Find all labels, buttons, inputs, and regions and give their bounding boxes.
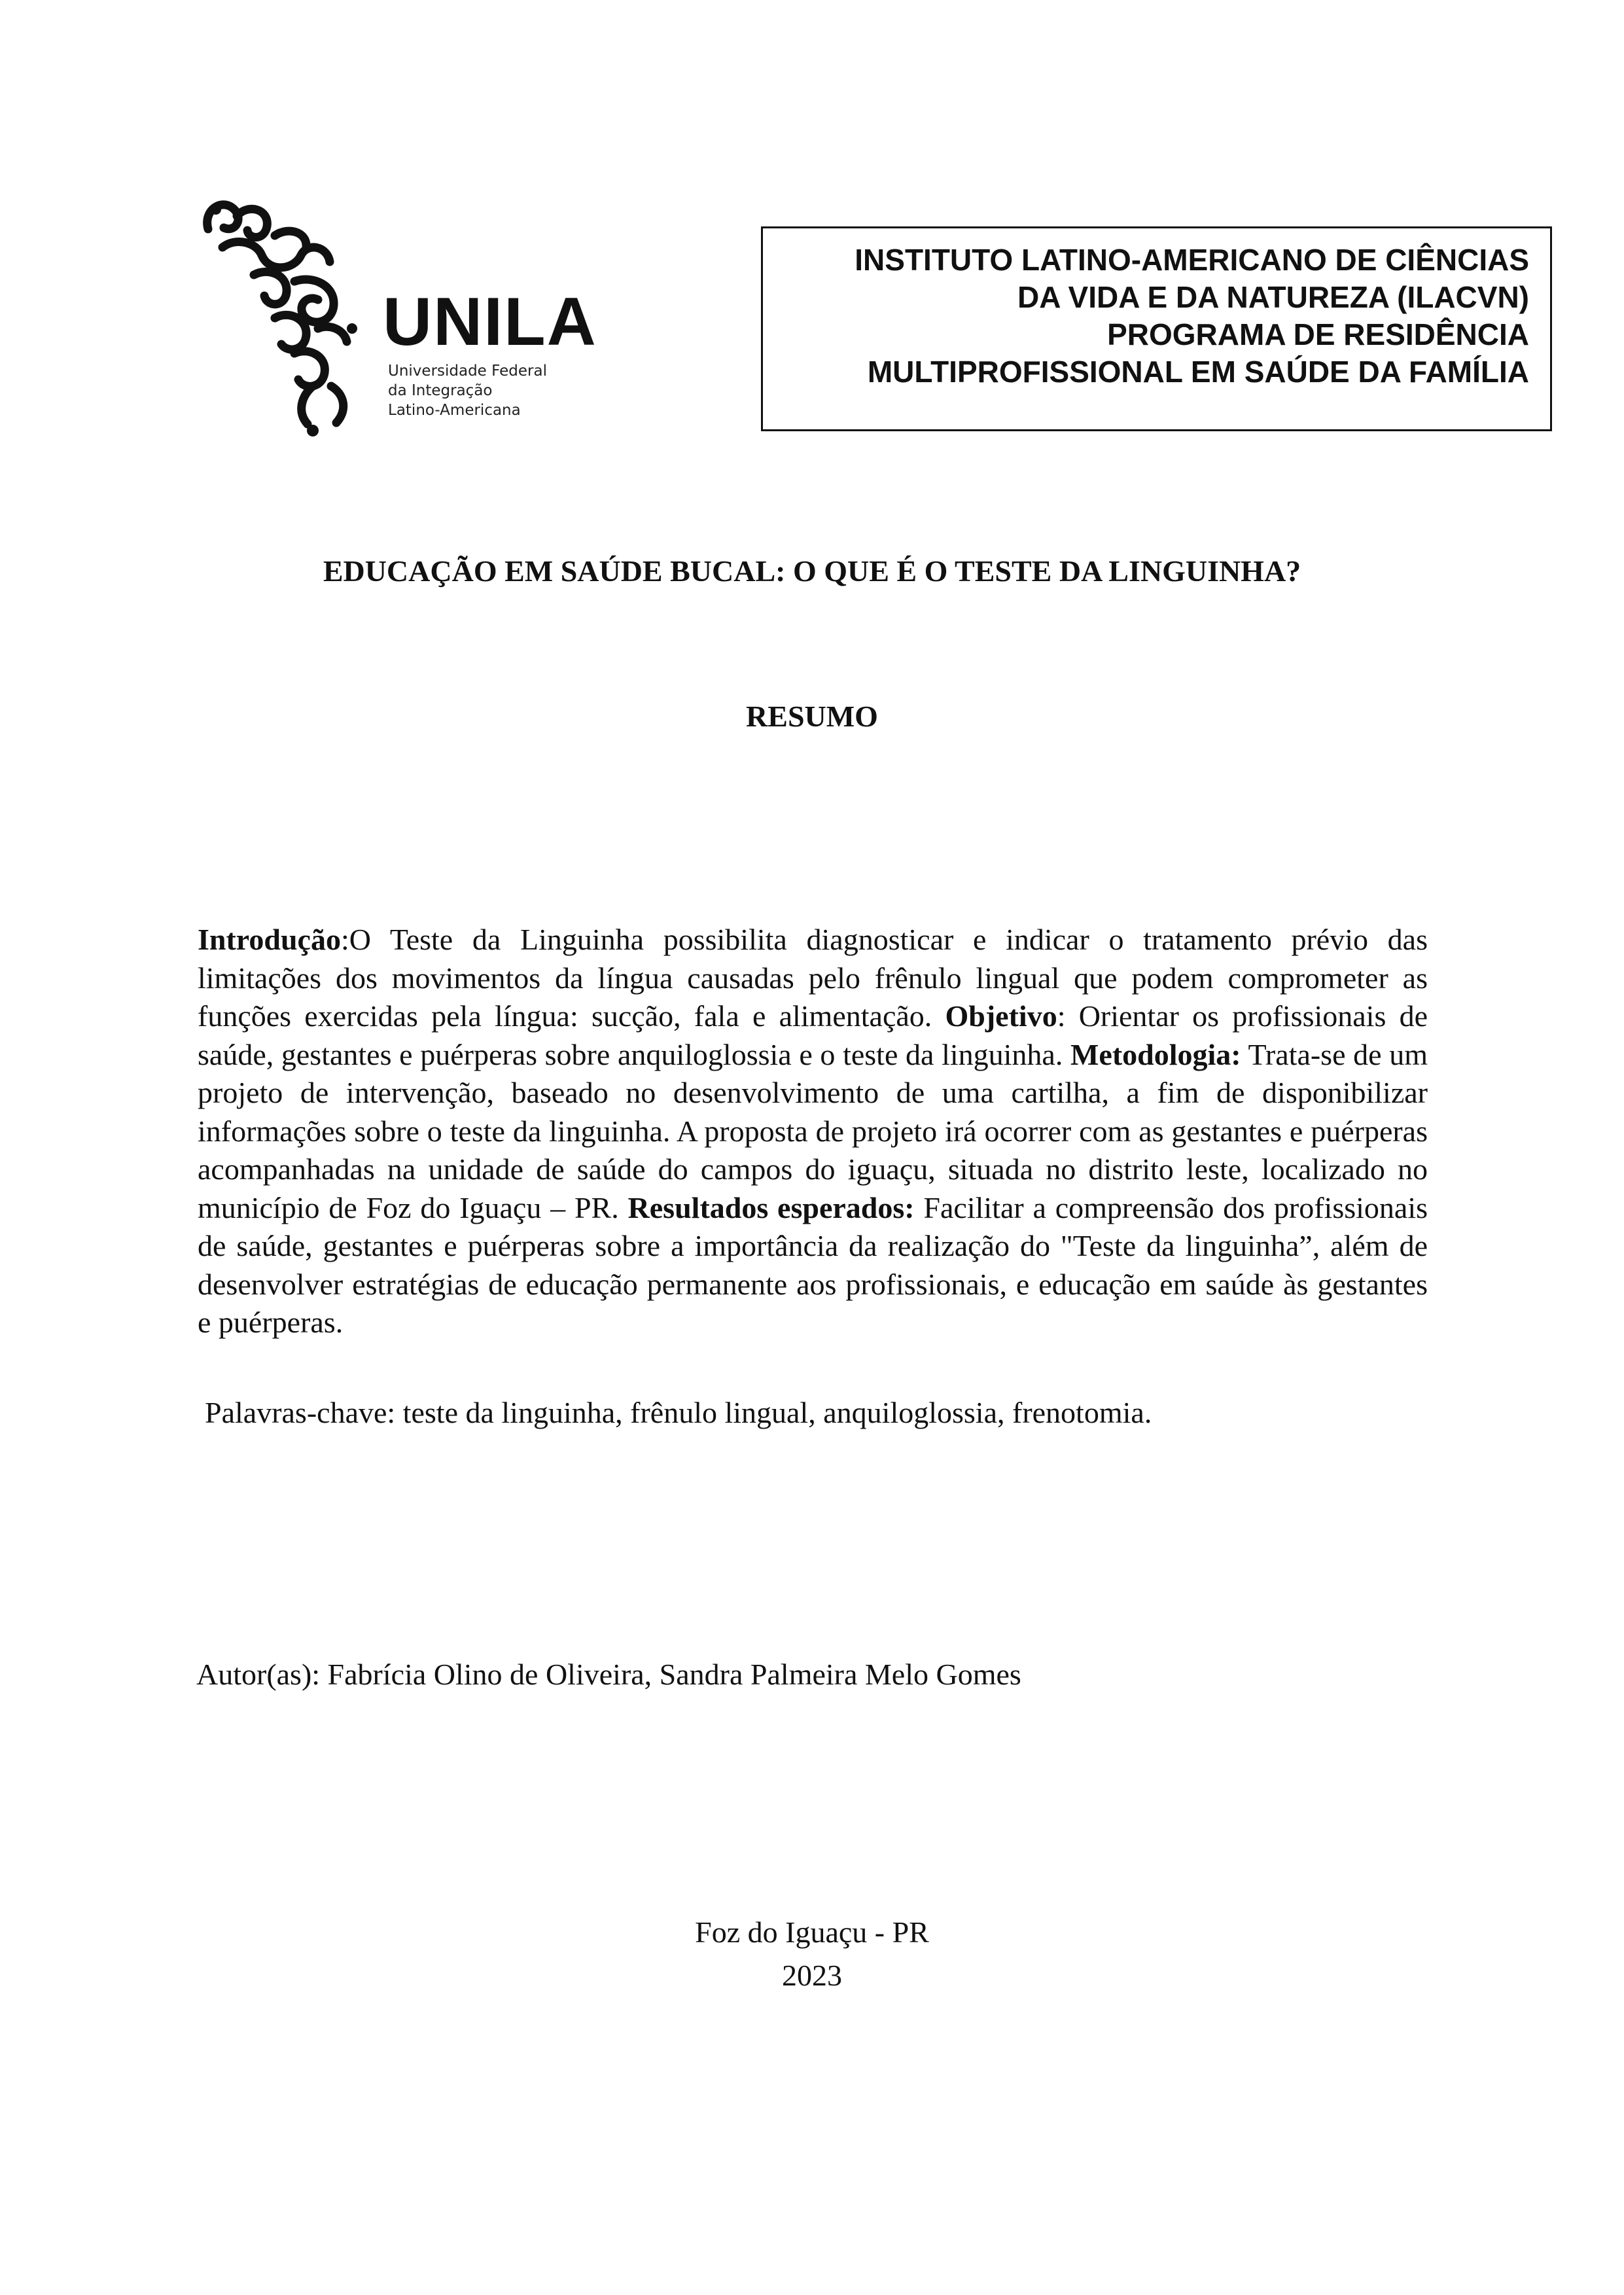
- intro-label: Introdução: [198, 923, 341, 956]
- institute-line: PROGRAMA DE RESIDÊNCIA: [1107, 317, 1529, 351]
- keywords: Palavras-chave: teste da linguinha, frênulo lingual, anquiloglossia, frenotomia.: [205, 1396, 1152, 1429]
- method-text: Trata-se de um projeto de intervenção, baseado no desenvolvimento de uma cartilha, a fim de disponibilizar informações sobre o teste da linguinha. A proposta de projeto irá ocorrer com as gestantes e puérperas acompanhadas na unidade de saúde do campos do iguaçu, situada no distrito leste, localizado no município de Foz do Iguaçu – PR.: [198, 1037, 1428, 1224]
- results-text: Facilitar a compreensão dos profissionais de saúde, gestantes e puérperas sobre a importância da realização do "Teste da linguinha”, além de desenvolver estratégias de educação permanente aos profissionais, e educação em saúde às gestantes e puérperas.: [198, 1190, 1428, 1339]
- intro-text: :O Teste da Linguinha possibilita diagnosticar e indicar o tratamento prévio das limitações dos movimentos da língua causadas pelo frênulo lingual que podem comprometer as funções exercidas pela língua: sucção, fala e alimentação.: [198, 923, 1428, 1033]
- institute-line: DA VIDA E DA NATUREZA (ILACVN): [1017, 280, 1529, 314]
- objective-text: : Orientar os profissionais de saúde, gestantes e puérperas sobre anquiloglossia e o teste da linguinha.: [198, 999, 1428, 1071]
- results-label: Resultados esperados:: [627, 1190, 915, 1224]
- document-title: EDUCAÇÃO EM SAÚDE BUCAL: O QUE É O TESTE DA LINGUINHA?: [323, 554, 1301, 588]
- logo-subtitle-line: Universidade Federal: [388, 363, 547, 380]
- logo-wordmark: UNILA: [383, 284, 597, 360]
- authors: Autor(as): Fabrícia Olino de Oliveira, Sandra Palmeira Melo Gomes: [196, 1658, 1021, 1691]
- unila-emblem-icon: [196, 190, 386, 438]
- objective-label: Objetivo: [945, 999, 1057, 1033]
- institute-line: INSTITUTO LATINO-AMERICANO DE CIÊNCIAS: [855, 243, 1529, 277]
- year: 2023: [782, 1959, 842, 1992]
- city: Foz do Iguaçu - PR: [695, 1915, 929, 1949]
- abstract-paragraph: [198, 921, 1428, 1342]
- institute-line: MULTIPROFISSIONAL EM SAÚDE DA FAMÍLIA: [867, 355, 1529, 389]
- logo-subtitle-line: da Integração: [388, 382, 493, 399]
- institute-box: [761, 226, 1552, 431]
- method-label: Metodologia:: [1070, 1037, 1241, 1071]
- logo-subtitle: [388, 361, 547, 420]
- logo-subtitle-line: Latino-Americana: [388, 402, 521, 419]
- section-heading: RESUMO: [746, 700, 878, 733]
- place-date: [0, 1911, 1624, 1997]
- unila-logo: [196, 190, 597, 438]
